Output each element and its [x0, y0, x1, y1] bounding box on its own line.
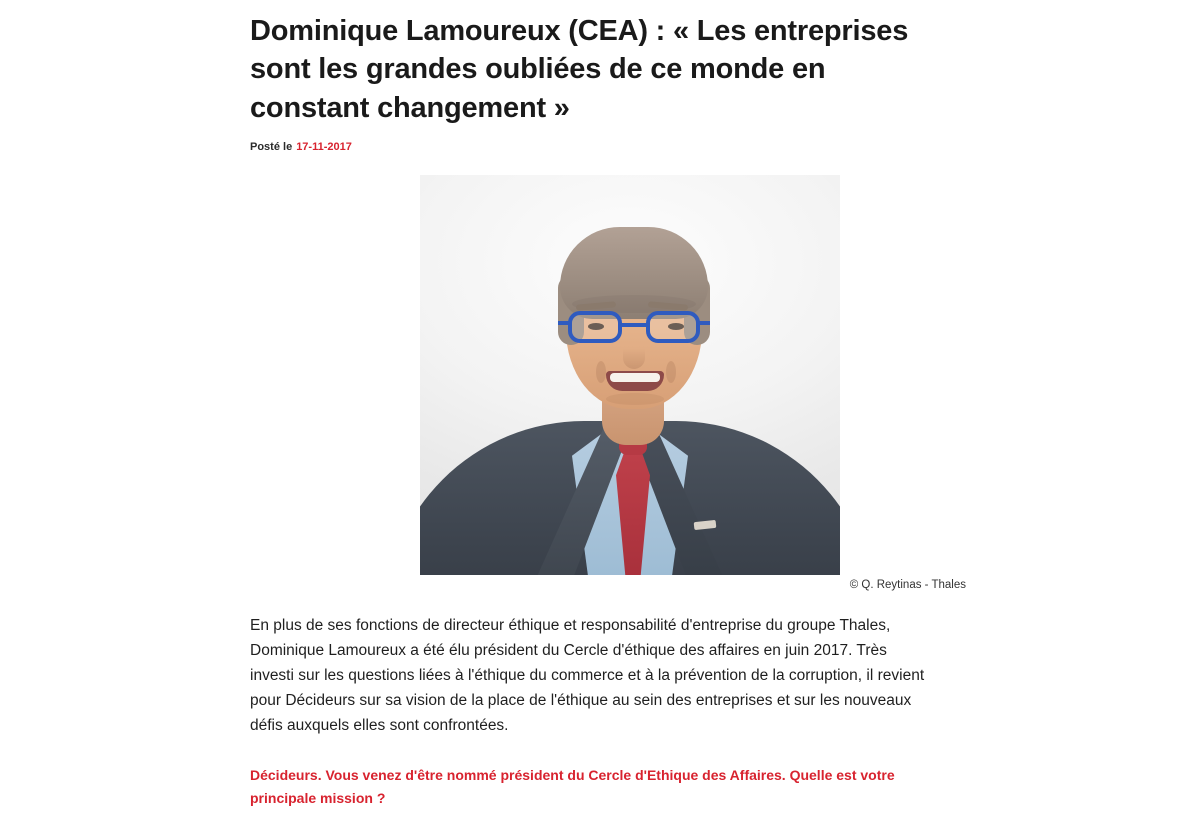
portrait-illustration [420, 175, 840, 575]
article-figure [290, 175, 970, 591]
nose [623, 335, 645, 369]
article-meta [250, 141, 930, 153]
posted-label: Posté le [250, 140, 293, 153]
article-image [290, 175, 970, 575]
mouth [606, 371, 664, 391]
article-container [250, 0, 966, 824]
glasses-bridge [620, 323, 648, 327]
chin-shading [606, 393, 664, 405]
glasses-temple-right [698, 321, 710, 325]
teeth [610, 373, 660, 382]
posted-date: 17-11-2017 [296, 140, 352, 153]
page-title: Dominique Lamoureux (CEA) : « Les entreprises sont les grandes oubliées de ce monde en constant changement » [250, 15, 909, 124]
glasses-lens-right [646, 311, 700, 343]
image-credit: © Q. Reytinas - Thales [849, 578, 966, 591]
smile-line-left [596, 361, 606, 383]
article-lede: En plus de ses fonctions de directeur éthique et responsabilité d'entreprise du groupe Thales, Dominique Lamoureux a été élu président du Cercle d'éthique des affaires en juin 2017. Très investi sur les questions liées à l'éthique du commerce et à la prévention de la corruption, il revient pour Décideurs sur sa vision de la place de l'éthique au sein des entreprises et sur les nouveaux défis auxquels elles sont confrontées. [250, 616, 925, 735]
glasses-lens-left [568, 311, 622, 343]
smile-line-right [666, 361, 676, 383]
interview-question: Décideurs. Vous venez d'être nommé président du Cercle d'Ethique des Affaires. Quelle est votre principale mission ? [250, 767, 895, 807]
